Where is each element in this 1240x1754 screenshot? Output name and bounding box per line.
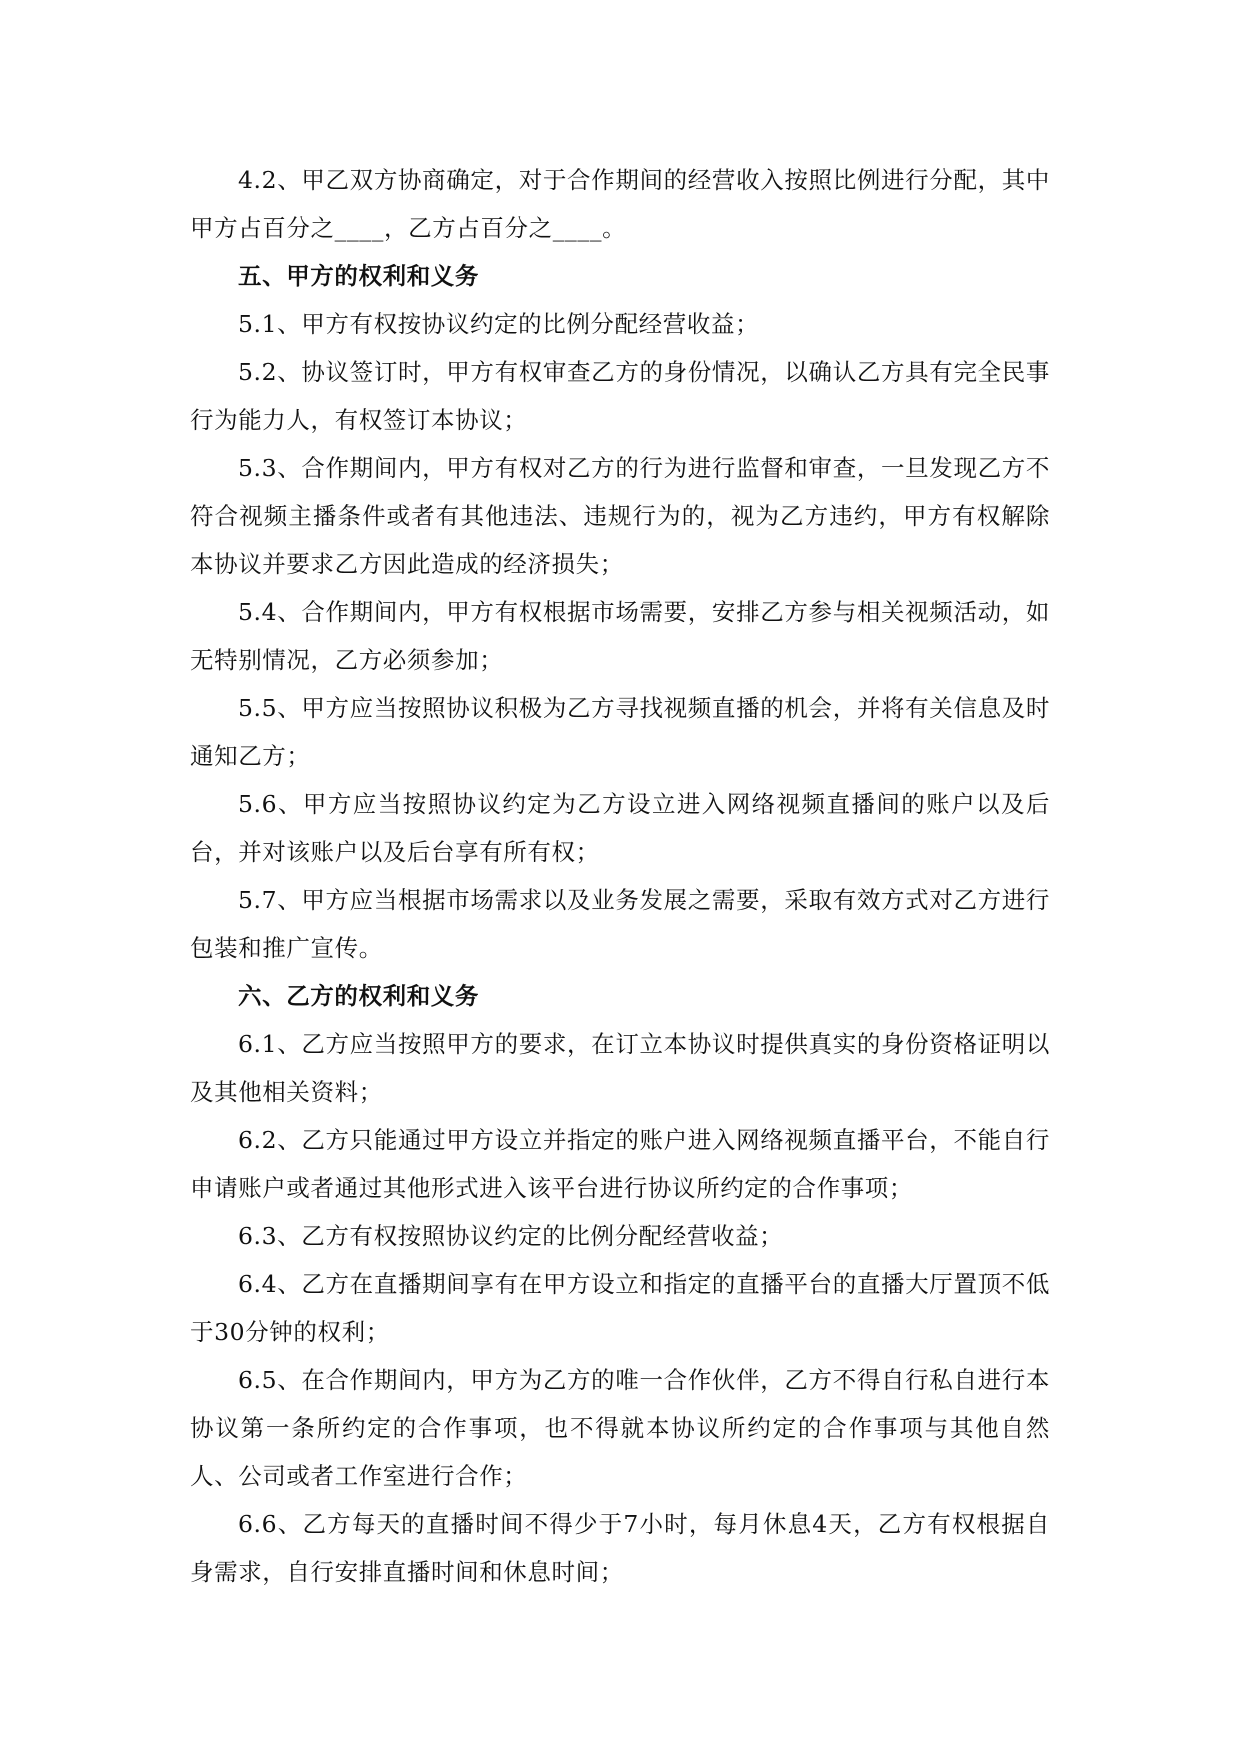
- section-6-heading: 六、乙方的权利和义务: [238, 982, 479, 1010]
- clause-5-7: 5.7、甲方应当根据市场需求以及业务发展之需要，采取有效方式对乙方进行包装和推广宣传。: [190, 886, 1050, 962]
- clause-4-2: 4.2、甲乙双方协商确定，对于合作期间的经营收入按照比例进行分配，其中甲方占百分之____，乙方占百分之____。: [190, 166, 1050, 242]
- clause-5-1: 5.1、甲方有权按协议约定的比例分配经营收益；: [238, 310, 760, 338]
- clause-6-3: 6.3、乙方有权按照协议约定的比例分配经营收益；: [238, 1222, 784, 1250]
- clause-6-2: 6.2、乙方只能通过甲方设立并指定的账户进入网络视频直播平台，不能自行申请账户或者通过其他形式进入该平台进行协议所约定的合作事项；: [190, 1126, 1050, 1202]
- clause-6-5: 6.5、在合作期间内，甲方为乙方的唯一合作伙伴，乙方不得自行私自进行本协议第一条所约定的合作事项，也不得就本协议所约定的合作事项与其他自然人、公司或者工作室进行合作；: [190, 1366, 1050, 1490]
- clause-5-5: 5.5、甲方应当按照协议积极为乙方寻找视频直播的机会，并将有关信息及时通知乙方；: [190, 694, 1050, 770]
- clause-6-6: 6.6、乙方每天的直播时间不得少于7小时，每月休息4天，乙方有权根据自身需求，自行安排直播时间和休息时间；: [190, 1510, 1050, 1586]
- clause-5-2: 5.2、协议签订时，甲方有权审查乙方的身份情况，以确认乙方具有完全民事行为能力人，有权签订本协议；: [190, 358, 1050, 434]
- clause-5-6: 5.6、甲方应当按照协议约定为乙方设立进入网络视频直播间的账户以及后台，并对该账户以及后台享有所有权；: [190, 790, 1050, 866]
- clause-6-4: 6.4、乙方在直播期间享有在甲方设立和指定的直播平台的直播大厅置顶不低于30分钟的权利；: [190, 1270, 1050, 1346]
- clause-5-3: 5.3、合作期间内，甲方有权对乙方的行为进行监督和审查，一旦发现乙方不符合视频主播条件或者有其他违法、违规行为的，视为乙方违约，甲方有权解除本协议并要求乙方因此造成的经济损失；: [190, 454, 1050, 578]
- section-5-heading: 五、甲方的权利和义务: [238, 262, 479, 290]
- document-page: [190, 156, 1050, 1596]
- clause-5-4: 5.4、合作期间内，甲方有权根据市场需要，安排乙方参与相关视频活动，如无特别情况，乙方必须参加；: [190, 598, 1050, 674]
- clause-6-1: 6.1、乙方应当按照甲方的要求，在订立本协议时提供真实的身份资格证明以及其他相关资料；: [190, 1030, 1050, 1106]
